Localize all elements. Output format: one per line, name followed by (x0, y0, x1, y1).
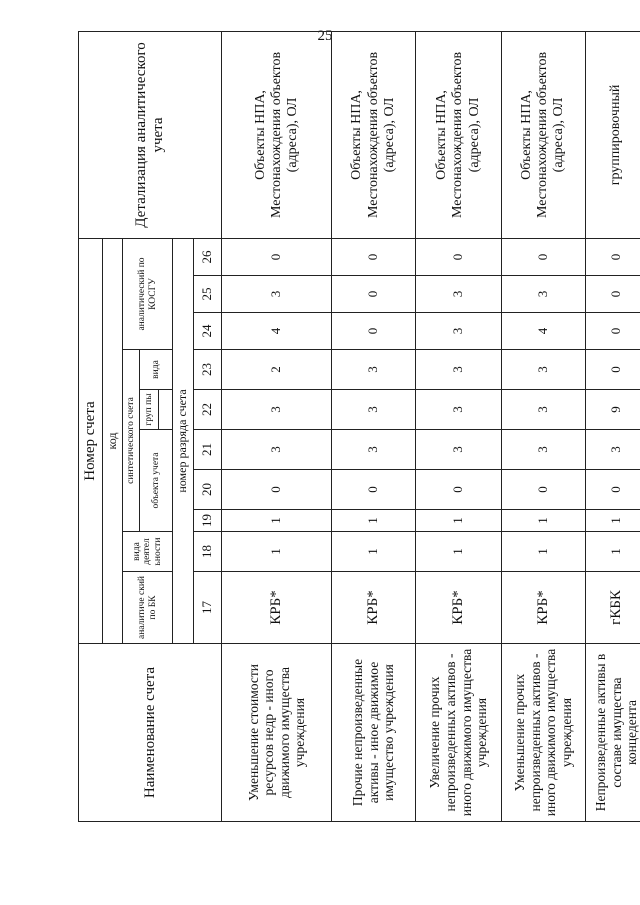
row-c26: 0 (332, 238, 416, 275)
row-c26: 0 (222, 238, 332, 275)
row-c24: 3 (415, 313, 501, 350)
header-group: груп пы (140, 390, 159, 430)
row-c24: 4 (222, 313, 332, 350)
table-row (585, 31, 640, 821)
row-name: Увеличение прочих непроизведенных активов - иного движимого имущества учреждения (415, 644, 501, 822)
table-row (222, 31, 332, 821)
digit-19: 19 (193, 510, 222, 532)
header-activity-type: вида деятел ьности (123, 532, 173, 572)
row-code: гКБК (585, 572, 640, 644)
digit-23: 23 (193, 350, 222, 390)
digit-22: 22 (193, 390, 222, 430)
row-c24: 4 (502, 313, 586, 350)
row-c23: 3 (415, 350, 501, 390)
row-c21: 3 (332, 430, 416, 470)
row-detail: Объекты НПА, Местонахождения объектов (адреса), ОЛ (415, 31, 501, 238)
header-synthetic: синтетического счета (123, 350, 140, 532)
digit-26: 26 (193, 238, 222, 275)
digit-25: 25 (193, 276, 222, 313)
row-c19: 1 (332, 510, 416, 532)
row-c19: 1 (585, 510, 640, 532)
row-c22: 3 (332, 390, 416, 430)
row-code: КРБ* (415, 572, 501, 644)
row-c22: 3 (222, 390, 332, 430)
row-c25: 3 (415, 276, 501, 313)
row-c23: 3 (502, 350, 586, 390)
row-c19: 1 (502, 510, 586, 532)
row-name: Непроизведенные активы в составе имущества концедента (585, 644, 640, 822)
row-c26: 0 (502, 238, 586, 275)
row-name: Прочие непроизведенные активы - иное движимое имущество учреждения (332, 644, 416, 822)
digit-17: 17 (193, 572, 222, 644)
digit-24: 24 (193, 313, 222, 350)
row-c20: 0 (502, 470, 586, 510)
row-c18: 1 (585, 532, 640, 572)
row-c18: 1 (415, 532, 501, 572)
row-name: Уменьшение стоимости ресурсов недр - иного движимого имущества учреждения (222, 644, 332, 822)
digit-21: 21 (193, 430, 222, 470)
row-detail: Объекты НПА, Местонахождения объектов (адреса), ОЛ (222, 31, 332, 238)
row-c22: 3 (502, 390, 586, 430)
row-c23: 0 (585, 350, 640, 390)
row-c26: 0 (585, 238, 640, 275)
row-c25: 3 (502, 276, 586, 313)
row-c26: 0 (415, 238, 501, 275)
table-row (415, 31, 501, 821)
row-c19: 1 (415, 510, 501, 532)
digit-20: 20 (193, 470, 222, 510)
row-c18: 1 (332, 532, 416, 572)
row-c24: 0 (332, 313, 416, 350)
digit-18: 18 (193, 532, 222, 572)
row-c20: 0 (222, 470, 332, 510)
row-detail: группировочный (585, 31, 640, 238)
row-c24: 0 (585, 313, 640, 350)
row-c25: 3 (222, 276, 332, 313)
row-c23: 3 (332, 350, 416, 390)
row-c18: 1 (222, 532, 332, 572)
table-row (332, 31, 416, 821)
row-code: КРБ* (502, 572, 586, 644)
row-c18: 1 (502, 532, 586, 572)
row-code: КРБ* (332, 572, 416, 644)
header-account-number: Номер счета (79, 238, 103, 643)
row-c25: 0 (585, 276, 640, 313)
header-kod: код (103, 238, 123, 643)
row-c20: 0 (585, 470, 640, 510)
row-c21: 3 (585, 430, 640, 470)
header-object: объекта учета (140, 430, 173, 532)
rotated-table-wrapper (78, 32, 640, 822)
accounts-table (78, 31, 640, 822)
row-c21: 3 (502, 430, 586, 470)
row-c20: 0 (415, 470, 501, 510)
row-code: КРБ* (222, 572, 332, 644)
row-c23: 2 (222, 350, 332, 390)
row-detail: Объекты НПА, Местонахождения объектов (адреса), ОЛ (332, 31, 416, 238)
row-name: Уменьшение прочих непроизведенных активов - иного движимого имущества учреждения (502, 644, 586, 822)
header-analytic-detail: Детализация аналитического учета (79, 31, 222, 238)
header-digit-number: номер разряда счета (173, 238, 193, 643)
header-analytic-bk: аналитиче ский по БК (123, 572, 173, 644)
row-c22: 9 (585, 390, 640, 430)
row-c20: 0 (332, 470, 416, 510)
page-number: 25 (317, 28, 333, 44)
header-group-spacer (159, 390, 173, 430)
row-detail: Объекты НПА, Местонахождения объектов (адреса), ОЛ (502, 31, 586, 238)
header-analytic-kosgu: аналитический по КОСГУ (123, 238, 173, 349)
row-c21: 3 (415, 430, 501, 470)
row-c21: 3 (222, 430, 332, 470)
table-row (502, 31, 586, 821)
row-c19: 1 (222, 510, 332, 532)
row-c22: 3 (415, 390, 501, 430)
row-c25: 0 (332, 276, 416, 313)
header-kind: вида (140, 350, 173, 390)
header-account-name: Наименование счета (79, 644, 222, 822)
